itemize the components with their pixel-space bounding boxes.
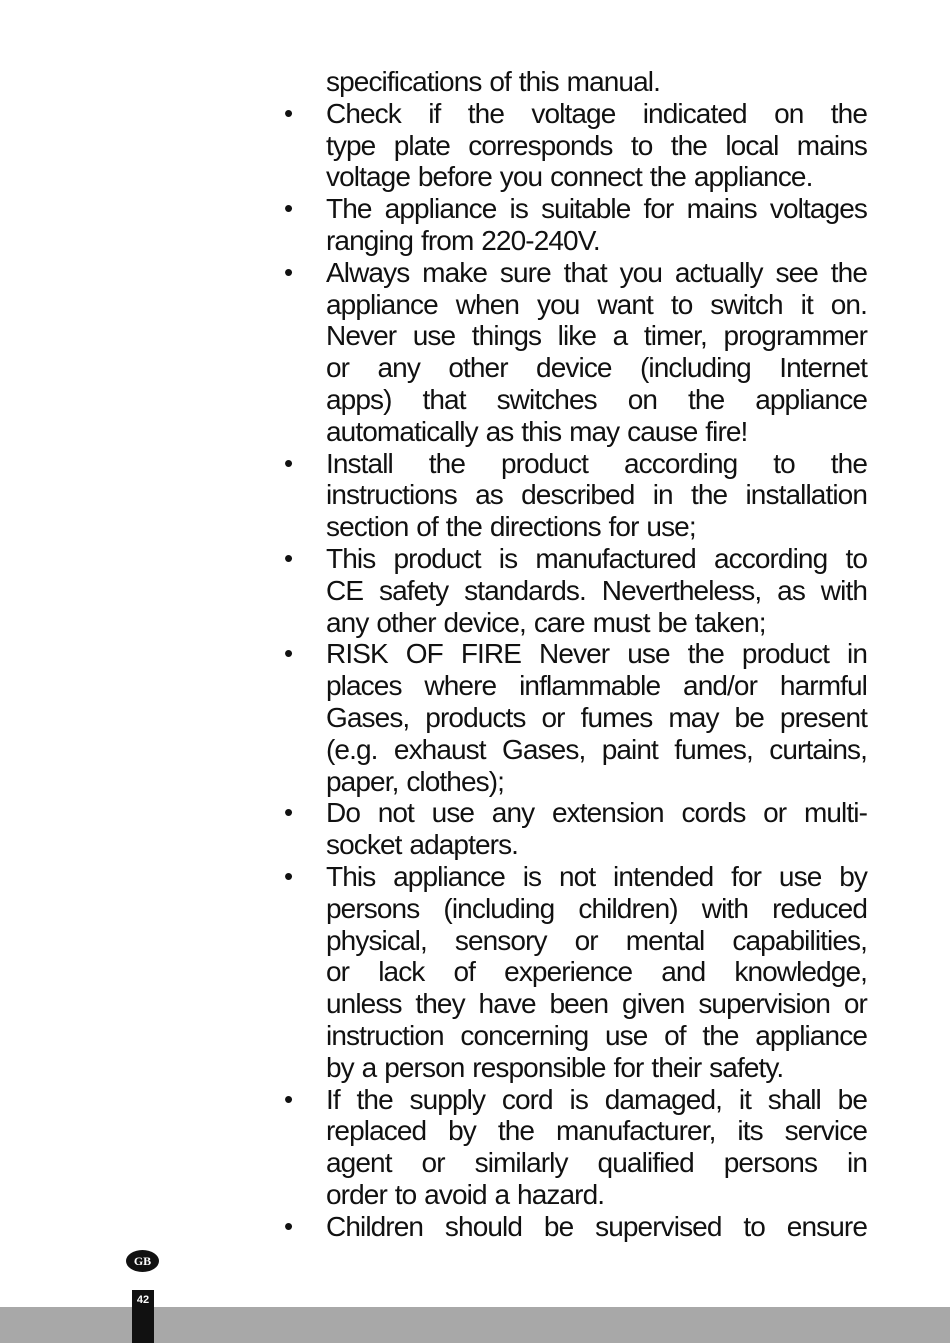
bullet-icon: • [284, 860, 294, 891]
bullet-icon: • [284, 256, 294, 287]
text-line [284, 1020, 867, 1052]
line-text: Install the product according to the [326, 447, 867, 479]
page-number: 42 [136, 1294, 150, 1306]
line-text: appliance when you want to switch it on. [326, 288, 867, 320]
line-text: section of the directions for use; [326, 511, 696, 543]
line-text: unless they have been given supervision or [326, 988, 867, 1020]
bullet-icon: • [284, 797, 294, 828]
text-line [284, 225, 867, 257]
text-line [284, 479, 867, 511]
page-tab [132, 1290, 154, 1343]
bullet-line [284, 861, 867, 893]
bullet-line [284, 257, 867, 289]
line-text: places where inflammable and/or harmful [326, 670, 867, 702]
bullet-icon: • [284, 638, 294, 669]
line-text: Always make sure that you actually see the [326, 256, 867, 288]
bullet-icon: • [284, 542, 294, 573]
line-text: Never use things like a timer, programmer [326, 320, 867, 352]
text-line [284, 416, 867, 448]
bullet-line [284, 448, 867, 480]
line-text: by a person responsible for their safety. [326, 1051, 784, 1083]
manual-text-column [284, 66, 867, 1242]
bullet-icon: • [284, 447, 294, 478]
text-line [284, 734, 867, 766]
bullet-line [284, 638, 867, 670]
text-line [284, 384, 867, 416]
line-text: or any other device (including Internet [326, 352, 867, 384]
line-text: socket adapters. [326, 829, 519, 861]
text-line [284, 1147, 867, 1179]
text-line [284, 320, 867, 352]
line-text: or lack of experience and knowledge, [326, 956, 867, 988]
text-line [284, 925, 867, 957]
text-line [284, 1115, 867, 1147]
line-text: apps) that switches on the appliance [326, 383, 867, 415]
line-text: Gases, products or fumes may be present [326, 701, 867, 733]
text-line [284, 829, 867, 861]
text-line [284, 352, 867, 384]
text-line [284, 766, 867, 798]
line-text: (e.g. exhaust Gases, paint fumes, curtains, [326, 733, 867, 765]
text-line [284, 161, 867, 193]
text-line [284, 66, 867, 98]
bullet-line [284, 1084, 867, 1116]
text-line [284, 607, 867, 639]
text-line [284, 956, 867, 988]
line-text: This appliance is not intended for use by [326, 860, 867, 892]
bullet-line [284, 797, 867, 829]
line-text: CE safety standards. Nevertheless, as with [326, 574, 867, 606]
line-text: physical, sensory or mental capabilities, [326, 924, 867, 956]
text-line [284, 511, 867, 543]
line-text: The appliance is suitable for mains voltages [326, 193, 867, 225]
bullet-icon: • [284, 1210, 294, 1241]
line-text: automatically as this may cause fire! [326, 415, 748, 447]
line-text: agent or similarly qualified persons in [326, 1147, 867, 1179]
line-text: specifications of this manual. [326, 66, 660, 97]
bullet-line [284, 98, 867, 130]
text-line [284, 1179, 867, 1211]
text-line [284, 988, 867, 1020]
line-text: replaced by the manufacturer, its service [326, 1115, 867, 1147]
text-line [284, 702, 867, 734]
line-text: This product is manufactured according to [326, 542, 867, 574]
line-text: If the supply cord is damaged, it shall be [326, 1083, 867, 1115]
bullet-icon: • [284, 97, 294, 128]
text-line [284, 893, 867, 925]
line-text: Children should be supervised to ensure [326, 1210, 867, 1242]
text-line [284, 1052, 867, 1084]
bullet-line [284, 193, 867, 225]
line-text: RISK OF FIRE Never use the product in [326, 638, 867, 670]
language-badge: GB [126, 1250, 159, 1272]
bullet-icon: • [284, 193, 294, 224]
line-text: type plate corresponds to the local mains [326, 129, 867, 161]
line-text: instruction concerning use of the appliance [326, 1019, 867, 1051]
bullet-line [284, 1211, 867, 1243]
text-line [284, 130, 867, 162]
line-text: ranging from 220-240V. [326, 224, 600, 256]
bullet-icon: • [284, 1083, 294, 1114]
bullet-line [284, 543, 867, 575]
line-text: persons (including children) with reduced [326, 892, 867, 924]
line-text: any other device, care must be taken; [326, 606, 766, 638]
text-line [284, 575, 867, 607]
line-text: Check if the voltage indicated on the [326, 97, 867, 129]
line-text: voltage before you connect the appliance. [326, 161, 813, 193]
line-text: Do not use any extension cords or multi- [326, 797, 867, 829]
line-text: order to avoid a hazard. [326, 1178, 605, 1210]
line-text: paper, clothes); [326, 765, 505, 797]
text-line [284, 289, 867, 321]
text-line [284, 670, 867, 702]
line-text: instructions as described in the installation [326, 479, 867, 511]
